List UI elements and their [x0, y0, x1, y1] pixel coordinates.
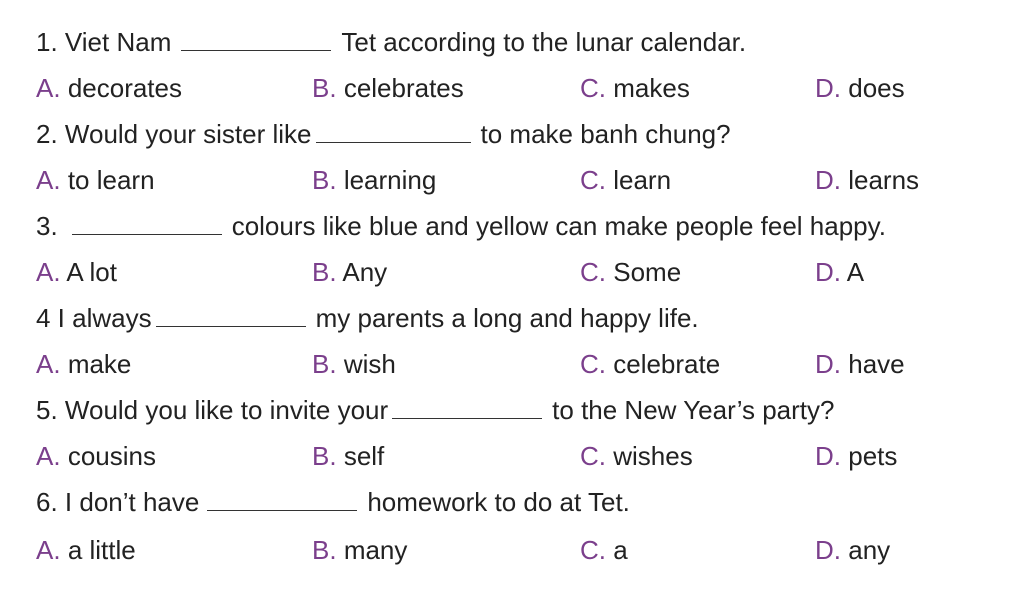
option-text: Some: [613, 257, 682, 287]
option-text: decorates: [67, 73, 182, 103]
option-text: self: [343, 441, 385, 471]
option-3a: [36, 255, 117, 289]
option-text: Any: [342, 257, 388, 287]
question-3-before: 3.: [36, 211, 58, 241]
question-6: [36, 485, 630, 519]
option-text: wishes: [613, 441, 693, 471]
question-5-before: 5. Would you like to invite your: [36, 395, 389, 425]
option-text: a: [613, 535, 628, 565]
answer-blank: [207, 488, 357, 511]
option-5b: [312, 439, 384, 473]
option-text: wish: [343, 349, 396, 379]
option-letter: B.: [312, 535, 337, 565]
option-letter: D.: [815, 441, 841, 471]
option-1b: [312, 71, 464, 105]
question-3: [36, 209, 886, 243]
option-letter: A.: [36, 165, 61, 195]
question-6-after: homework to do at Tet.: [367, 487, 630, 517]
question-5-after: to the New Year’s party?: [552, 395, 835, 425]
option-5c: [580, 439, 693, 473]
option-4b: [312, 347, 396, 381]
option-text: a little: [67, 535, 136, 565]
question-2-after: to make banh chung?: [480, 119, 731, 149]
option-2a: [36, 163, 155, 197]
option-letter: D.: [815, 165, 841, 195]
question-4-before: 4 I always: [36, 303, 152, 333]
option-text: make: [67, 349, 132, 379]
option-text: makes: [613, 73, 690, 103]
option-1c: [580, 71, 690, 105]
option-text: learn: [613, 165, 672, 195]
option-6d: [815, 533, 890, 567]
option-2b: [312, 163, 436, 197]
option-letter: D.: [815, 535, 841, 565]
option-4d: [815, 347, 905, 381]
option-text: A lot: [66, 257, 117, 287]
question-6-before: 6. I don’t have: [36, 487, 200, 517]
option-letter: D.: [815, 349, 841, 379]
option-letter: A.: [36, 73, 61, 103]
option-text: learning: [343, 165, 437, 195]
option-text: cousins: [67, 441, 156, 471]
option-letter: C.: [580, 349, 606, 379]
option-1a: [36, 71, 182, 105]
question-2-before: 2. Would your sister like: [36, 119, 312, 149]
option-letter: A.: [36, 349, 61, 379]
option-letter: B.: [312, 257, 337, 287]
option-text: have: [848, 349, 905, 379]
option-2c: [580, 163, 671, 197]
answer-blank: [392, 396, 542, 419]
option-3c: [580, 255, 681, 289]
option-4c: [580, 347, 720, 381]
option-text: learns: [848, 165, 920, 195]
option-letter: D.: [815, 73, 841, 103]
option-text: to learn: [67, 165, 155, 195]
option-text: any: [848, 535, 891, 565]
option-letter: B.: [312, 441, 337, 471]
option-letter: A.: [36, 441, 61, 471]
option-6a: [36, 533, 136, 567]
question-3-after: colours like blue and yellow can make people feel happy.: [231, 211, 886, 241]
option-letter: C.: [580, 257, 606, 287]
option-2d: [815, 163, 919, 197]
question-2: [36, 117, 731, 151]
question-1: [36, 25, 746, 59]
question-4-after: my parents a long and happy life.: [315, 303, 699, 333]
option-letter: B.: [312, 73, 337, 103]
option-letter: C.: [580, 535, 606, 565]
option-4a: [36, 347, 131, 381]
question-5: [36, 393, 835, 427]
option-letter: A.: [36, 257, 61, 287]
option-letter: B.: [312, 349, 337, 379]
option-3d: [815, 255, 864, 289]
question-4: [36, 301, 699, 335]
option-text: pets: [848, 441, 898, 471]
option-6c: [580, 533, 628, 567]
option-text: many: [343, 535, 408, 565]
option-letter: B.: [312, 165, 337, 195]
option-text: celebrates: [343, 73, 464, 103]
option-3b: [312, 255, 387, 289]
option-letter: A.: [36, 535, 61, 565]
option-text: A: [846, 257, 865, 287]
option-text: celebrate: [613, 349, 721, 379]
option-letter: C.: [580, 73, 606, 103]
answer-blank: [72, 212, 222, 235]
answer-blank: [181, 28, 331, 51]
option-6b: [312, 533, 407, 567]
option-5d: [815, 439, 897, 473]
question-1-after: Tet according to the lunar calendar.: [341, 27, 747, 57]
option-1d: [815, 71, 905, 105]
answer-blank: [316, 120, 471, 143]
question-1-before: 1. Viet Nam: [36, 27, 172, 57]
option-letter: D.: [815, 257, 841, 287]
option-5a: [36, 439, 156, 473]
option-letter: C.: [580, 441, 606, 471]
option-letter: C.: [580, 165, 606, 195]
answer-blank: [156, 304, 306, 327]
option-text: does: [848, 73, 905, 103]
